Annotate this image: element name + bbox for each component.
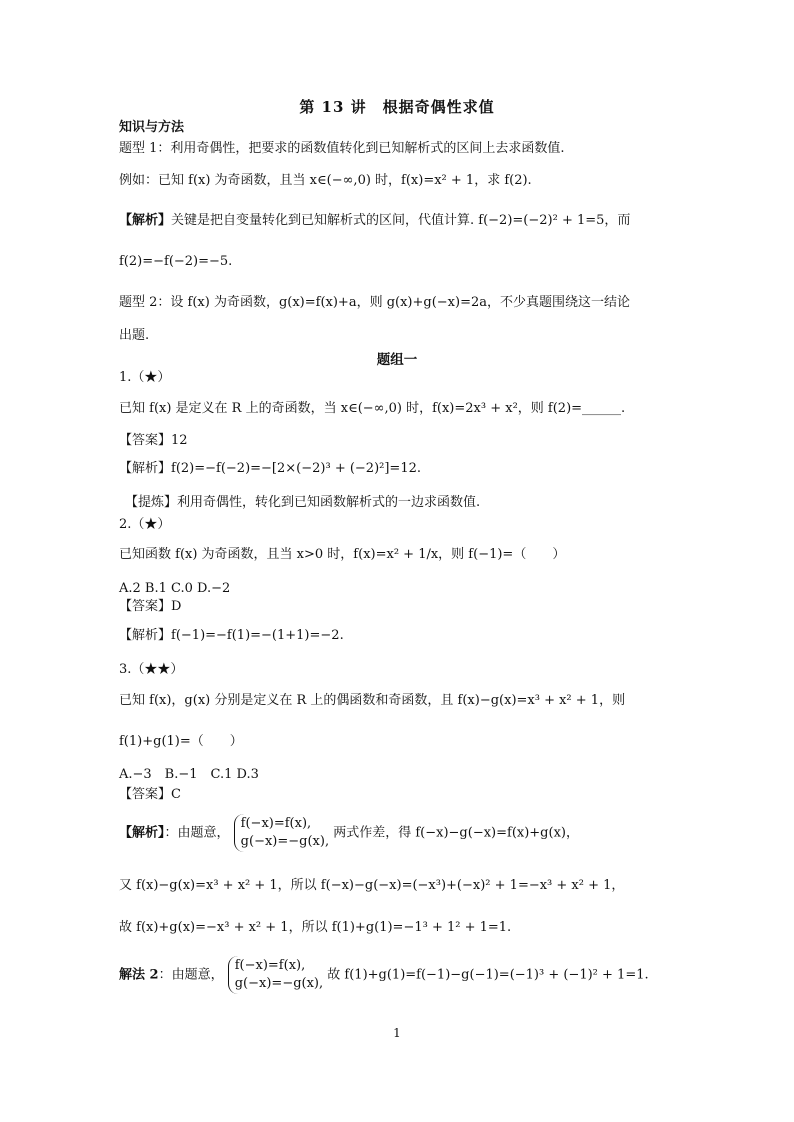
- q3-method2: [119, 956, 649, 994]
- method-heading: 知识与方法: [119, 120, 185, 135]
- q1-tip: [125, 494, 480, 512]
- group-title: 题组一: [376, 352, 418, 368]
- solution-text: f(−1)=−f(1)=−(1+1)=−2.: [171, 628, 344, 643]
- q2-stem: 已知函数 f(x) 为奇函数，且当 x>0 时，f(x)=x² + 1/x，则 f(−1)=（ ）: [119, 547, 566, 562]
- solution-label: 【解析】: [119, 213, 172, 228]
- equation-line: f(−x)=f(x),: [240, 816, 312, 831]
- q2-answer: 【答案】D: [119, 599, 182, 614]
- solution-label: 【解析】: [119, 461, 172, 476]
- q3-answer: 【答案】C: [119, 787, 181, 802]
- q1-stem: 已知 f(x) 是定义在 R 上的奇函数，当 x∈(−∞,0) 时，f(x)=2x³ + x²，则 f(2)=______.: [119, 401, 626, 416]
- q3-number: 3.（★★）: [119, 662, 184, 677]
- equation-line: f(−x)=f(x),: [234, 958, 306, 973]
- type2-text-cont: 出题.: [119, 328, 150, 343]
- method2-label: 解法 2: [119, 967, 159, 983]
- q1-number: 1.（★）: [119, 370, 171, 385]
- q3-solution-line3: 故 f(x)+g(x)=−x³ + x² + 1，所以 f(1)+g(1)=−1³ + 1² + 1=1.: [119, 920, 512, 935]
- q2-options: A.2 B.1 C.0 D.−2: [119, 581, 231, 596]
- solution-text: 关键是把自变量转化到已知解析式的区间，代值计算. f(−2)=(−2)² + 1=5，而: [171, 213, 631, 228]
- q3-solution: [119, 814, 579, 852]
- method2-text: 故 f(1)+g(1)=f(−1)−g(−1)=(−1)³ + (−1)² + 1=1.: [327, 967, 649, 983]
- type2-text: 题型 2：设 f(x) 为奇函数，g(x)=f(x)+a，则 g(x)+g(−x)=2a，不少真题围绕这一结论: [119, 295, 630, 310]
- solution-intro: ：由题意，: [164, 825, 230, 841]
- equation-system: [228, 956, 323, 994]
- example-solution-cont: f(2)=−f(−2)=−5.: [119, 254, 233, 269]
- solution-text: 两式作差，得 f(−x)−g(−x)=f(x)+g(x)，: [333, 825, 579, 841]
- q1-solution: [119, 460, 421, 478]
- q3-options: A.−3 B.−1 C.1 D.3: [119, 767, 259, 782]
- equation-system: [234, 814, 329, 852]
- q3-solution-line2: 又 f(x)−g(x)=x³ + x² + 1，所以 f(−x)−g(−x)=(−x³)+(−x)² + 1=−x³ + x² + 1，: [119, 878, 625, 893]
- q3-stem: 已知 f(x)，g(x) 分别是定义在 R 上的偶函数和奇函数，且 f(x)−g(x)=x³ + x² + 1，则: [119, 693, 626, 708]
- equation-line: g(−x)=−g(x),: [240, 834, 330, 849]
- example-solution: [119, 212, 630, 230]
- q2-number: 2.（★）: [119, 517, 171, 532]
- tip-label: 【提炼】: [125, 495, 178, 510]
- method2-intro: ：由题意，: [158, 967, 224, 983]
- tip-text: 利用奇偶性，转化到已知函数解析式的一边求函数值.: [177, 495, 481, 510]
- q2-solution: [119, 627, 344, 645]
- example-text: 例如：已知 f(x) 为奇函数，且当 x∈(−∞,0) 时，f(x)=x² + 1，求 f(2).: [119, 173, 532, 188]
- solution-label: 【解析】: [119, 628, 172, 643]
- page-number: 1: [393, 1026, 401, 1040]
- q3-stem-cont: f(1)+g(1)=（ ）: [119, 734, 243, 749]
- equation-line: g(−x)=−g(x),: [234, 976, 324, 991]
- page-title: 第 13 讲 根据奇偶性求值: [299, 98, 495, 116]
- solution-label: 【解析】: [119, 825, 165, 841]
- solution-text: f(2)=−f(−2)=−[2×(−2)³ + (−2)²]=12.: [171, 461, 421, 476]
- type1-text: 题型 1：利用奇偶性，把要求的函数值转化到已知解析式的区间上去求函数值.: [119, 141, 565, 156]
- q1-answer: 【答案】12: [119, 433, 188, 448]
